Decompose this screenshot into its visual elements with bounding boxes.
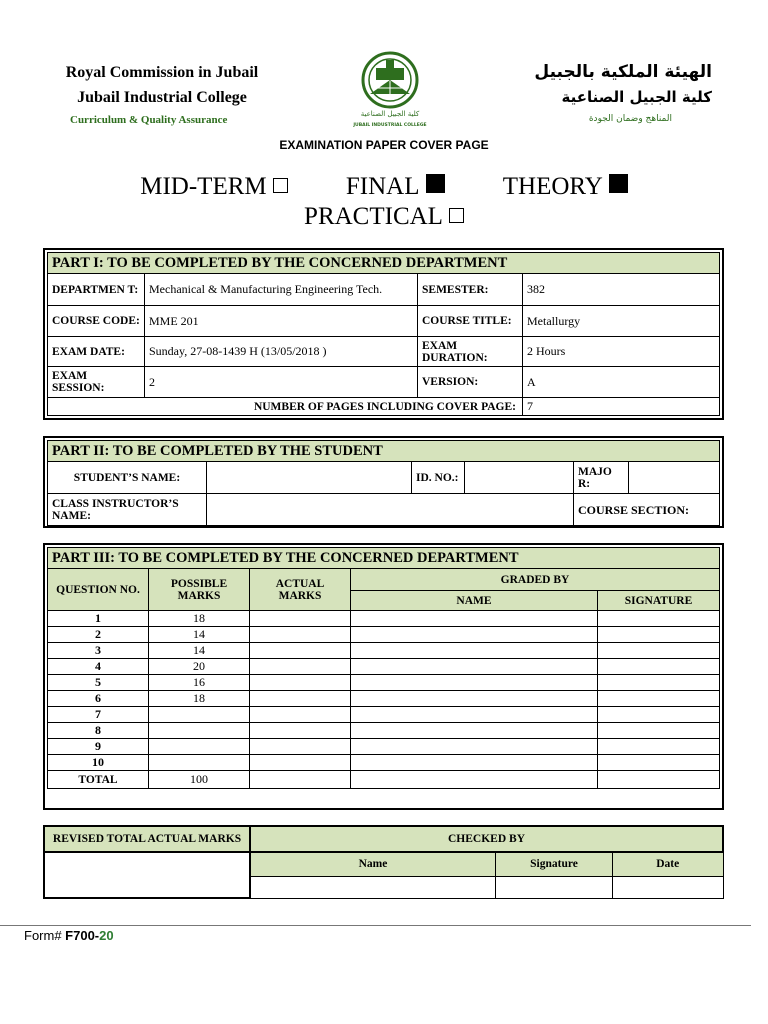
course-title-value: Metallurgy (523, 306, 720, 337)
exam-date-value: Sunday, 27-08-1439 H (13/05/2018 ) (145, 337, 418, 367)
grader-name-field[interactable] (351, 675, 598, 691)
possible-marks: 18 (149, 691, 250, 707)
question-number: 5 (48, 675, 149, 691)
marks-rows (48, 611, 720, 771)
revised-section (43, 825, 724, 903)
possible-marks: 14 (149, 643, 250, 659)
grader-name-field[interactable] (351, 659, 598, 675)
major-field[interactable] (629, 462, 720, 494)
instructor-field[interactable] (207, 494, 574, 526)
marks-row (48, 643, 720, 659)
exam-type-row-2 (0, 203, 768, 231)
possible-marks: 14 (149, 627, 250, 643)
possible-marks-header: POSSIBLE MARKS (149, 569, 250, 611)
grader-signature-field[interactable] (598, 611, 720, 627)
instructor-label: CLASS INSTRUCTOR’S NAME: (48, 494, 207, 526)
pages-count-label: NUMBER OF PAGES INCLUDING COVER PAGE: (48, 398, 523, 416)
college-title: Jubail Industrial College (77, 89, 247, 106)
form-number: Form# F700-20 (24, 928, 114, 943)
checked-signature-header: Signature (496, 852, 613, 876)
total-signature-field[interactable] (598, 771, 720, 789)
exam-date-label: EXAM DATE: (48, 337, 145, 367)
graded-by-header: GRADED BY (351, 569, 720, 591)
part1-section (43, 248, 724, 420)
midterm-checkbox[interactable] (273, 178, 288, 193)
part2-section (43, 436, 724, 528)
exam-session-value: 2 (145, 367, 418, 398)
grader-name-field[interactable] (351, 723, 598, 739)
grader-signature-field[interactable] (598, 659, 720, 675)
grader-name-field[interactable] (351, 627, 598, 643)
possible-marks (149, 755, 250, 771)
checked-date-header: Date (613, 852, 724, 876)
pages-count-value: 7 (523, 398, 720, 416)
total-value: 100 (149, 771, 250, 789)
question-number: 8 (48, 723, 149, 739)
arabic-header (512, 62, 712, 124)
actual-marks-field[interactable] (250, 691, 351, 707)
possible-marks: 18 (149, 611, 250, 627)
actual-marks-field[interactable] (250, 675, 351, 691)
major-label: MAJO R: (574, 462, 629, 494)
grader-signature-field[interactable] (598, 691, 720, 707)
actual-marks-field[interactable] (250, 643, 351, 659)
possible-marks (149, 739, 250, 755)
part1-title: PART I: TO BE COMPLETED BY THE CONCERNED DEPARTMENT (48, 253, 720, 274)
semester-value: 382 (523, 274, 720, 306)
grader-name-field[interactable] (351, 611, 598, 627)
department-subtitle: Curriculum & Quality Assurance (70, 114, 228, 126)
grader-signature-field[interactable] (598, 723, 720, 739)
logo-english-text: JUBAIL INDUSTRIAL COLLEGE (353, 123, 427, 128)
grader-name-field[interactable] (351, 707, 598, 723)
grader-signature-field[interactable] (598, 675, 720, 691)
checked-signature-field[interactable] (496, 876, 613, 898)
exam-type-midterm[interactable]: MID-TERM (140, 173, 287, 201)
actual-marks-field[interactable] (250, 659, 351, 675)
department-label: DEPARTMEN T: (48, 274, 145, 306)
question-number: 7 (48, 707, 149, 723)
marks-row (48, 691, 720, 707)
cover-page-title: EXAMINATION PAPER COVER PAGE (279, 138, 489, 152)
marks-row (48, 675, 720, 691)
part3-section (43, 543, 724, 810)
total-label: TOTAL (48, 771, 149, 789)
question-number: 2 (48, 627, 149, 643)
course-title-label: COURSE TITLE: (418, 306, 523, 337)
marks-row (48, 739, 720, 755)
exam-duration-value: 2 Hours (523, 337, 720, 367)
college-logo (348, 50, 432, 132)
student-name-label: STUDENT’S NAME: (48, 462, 207, 494)
possible-marks (149, 707, 250, 723)
semester-label: SEMESTER: (418, 274, 523, 306)
possible-marks: 20 (149, 659, 250, 675)
exam-type-practical[interactable]: PRACTICAL (304, 203, 464, 231)
theory-checkbox[interactable] (609, 174, 628, 193)
possible-marks (149, 723, 250, 739)
practical-checkbox[interactable] (449, 208, 464, 223)
royal-commission-title-ar: الهيئة الملكية بالجبيل (534, 62, 712, 82)
grader-name-field[interactable] (351, 691, 598, 707)
actual-marks-header: ACTUAL MARKS (250, 569, 351, 611)
department-value: Mechanical & Manufacturing Engineering Tech. (145, 274, 418, 306)
actual-marks-field[interactable] (250, 707, 351, 723)
exam-type-row-1 (0, 173, 768, 201)
grader-signature-field[interactable] (598, 643, 720, 659)
exam-duration-label: EXAM DURATION: (418, 337, 523, 367)
marks-row (48, 627, 720, 643)
revised-total-field[interactable] (44, 852, 250, 898)
grader-name-field[interactable] (351, 643, 598, 659)
department-subtitle-ar: المناهج وضمان الجودة (588, 114, 672, 124)
marks-row (48, 611, 720, 627)
course-code-value: MME 201 (145, 306, 418, 337)
part2-title: PART II: TO BE COMPLETED BY THE STUDENT (48, 441, 720, 462)
checked-name-header: Name (250, 852, 496, 876)
grader-signature-field[interactable] (598, 627, 720, 643)
course-section-label[interactable]: COURSE SECTION: (574, 494, 720, 526)
marks-row (48, 755, 720, 771)
question-number: 1 (48, 611, 149, 627)
marks-row (48, 659, 720, 675)
student-name-field[interactable] (207, 462, 412, 494)
question-number: 6 (48, 691, 149, 707)
royal-commission-title: Royal Commission in Jubail (65, 64, 259, 81)
question-number: 3 (48, 643, 149, 659)
logo-arabic-text: كلية الجبيل الصناعية (360, 110, 420, 118)
id-field[interactable] (465, 462, 574, 494)
checked-by-header: CHECKED BY (250, 826, 723, 852)
actual-marks-field[interactable] (250, 627, 351, 643)
version-label: VERSION: (418, 367, 523, 398)
question-number: 4 (48, 659, 149, 675)
checked-date-field[interactable] (613, 876, 724, 898)
exam-session-label: EXAM SESSION: (48, 367, 145, 398)
part3-title: PART III: TO BE COMPLETED BY THE CONCERNED DEPARTMENT (48, 548, 720, 569)
college-title-ar: كلية الجبيل الصناعية (561, 88, 712, 106)
grader-signature-field[interactable] (598, 739, 720, 755)
question-number: 9 (48, 739, 149, 755)
exam-type-theory[interactable]: THEORY (503, 173, 628, 201)
course-code-label: COURSE CODE: (48, 306, 145, 337)
question-number: 10 (48, 755, 149, 771)
actual-marks-field[interactable] (250, 739, 351, 755)
footer-divider (0, 925, 751, 926)
checked-name-field[interactable] (250, 876, 496, 898)
exam-type-final[interactable]: FINAL (346, 173, 445, 201)
final-checkbox[interactable] (426, 174, 445, 193)
actual-marks-field[interactable] (250, 755, 351, 771)
revised-total-label: REVISED TOTAL ACTUAL MARKS (44, 826, 250, 852)
marks-row (48, 707, 720, 723)
possible-marks: 16 (149, 675, 250, 691)
grader-signature-field[interactable] (598, 707, 720, 723)
version-value: A (523, 367, 720, 398)
total-name-field[interactable] (351, 771, 598, 789)
grader-signature-header: SIGNATURE (598, 591, 720, 611)
english-header (62, 64, 262, 126)
total-actual-field[interactable] (250, 771, 351, 789)
actual-marks-field[interactable] (250, 723, 351, 739)
grader-signature-field[interactable] (598, 755, 720, 771)
question-no-header: QUESTION NO. (48, 569, 149, 611)
marks-row (48, 723, 720, 739)
actual-marks-field[interactable] (250, 611, 351, 627)
grader-name-header: NAME (351, 591, 598, 611)
id-label: ID. NO.: (412, 462, 465, 494)
grader-name-field[interactable] (351, 739, 598, 755)
grader-name-field[interactable] (351, 755, 598, 771)
